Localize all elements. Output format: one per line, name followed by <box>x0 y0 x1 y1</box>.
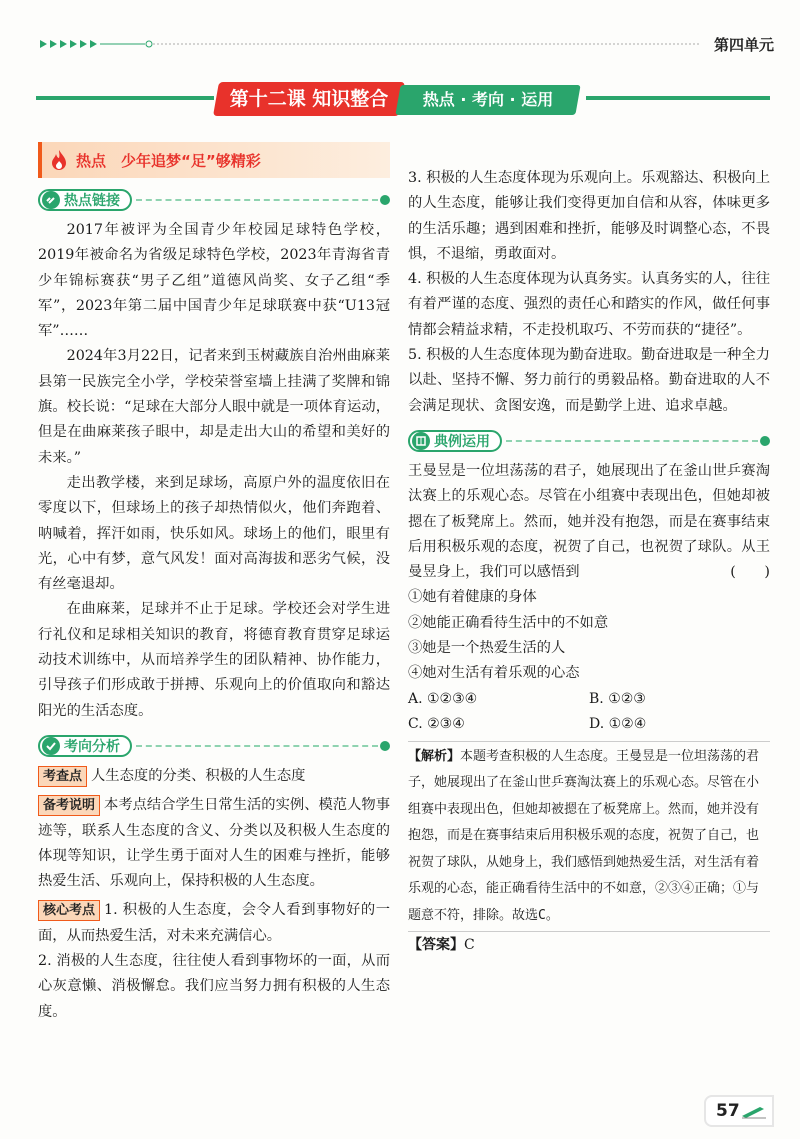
right-column <box>408 142 770 958</box>
section-head-example <box>408 429 770 453</box>
statement-4: ④她对生活有着乐观的心态 <box>408 665 580 682</box>
lesson-subtitle-text: 热点 · 考向 · 运用 <box>422 90 554 109</box>
page-number: 57 <box>716 1101 740 1121</box>
section-dot-icon <box>380 741 390 751</box>
analysis-text: 本题考查积极的人生态度。王曼昱是一位坦荡荡的君子，她展现出了在釜山世乒赛淘汰赛上的乐观心态。尽管在小组赛中表现出色，但她却被摁在了板凳席上。然而，她并没有抱怨，而是在赛事结束后用积极乐观的态度，祝贺了自己，也祝贺了球队，从她身上，我们感悟到她热爱生活，对生活有着乐观的心态，能正确看待生活中的不如意，②③④正确；①与题意不符，排除。故选C。 <box>408 748 760 923</box>
hexin-tag: 核心考点 <box>38 900 100 921</box>
lesson-title-bar <box>36 82 770 118</box>
section-label-analysis: 考向分析 <box>64 738 120 755</box>
option-a: A. ①②③④ <box>408 690 478 707</box>
hotspot-title: 热点 少年追梦“足”够精彩 <box>76 151 261 170</box>
section-label-example: 典例运用 <box>434 433 490 450</box>
lesson-title-text: 第十二课 知识整合 <box>229 88 389 110</box>
example-stem <box>408 459 770 585</box>
statement-1: ①她有着健康的身体 <box>408 589 537 606</box>
section-label-link: 热点链接 <box>64 193 120 209</box>
page-number-box <box>704 1095 774 1127</box>
link-paragraph-4: 在曲麻莱，足球并不止于足球。学校还会对学生进行礼仪和足球相关知识的教育，将德育教育贯穿足球运动技术训练中，从而培养学生的团队精神、协作能力，引导孩子们形成敢于拼搏、乐观向上的价值取向和豁达阳光的生活态度。 <box>38 601 390 719</box>
analysis-label: 【解析】 <box>408 748 461 764</box>
fire-icon <box>50 149 68 171</box>
example-stem-text: 王曼昱是一位坦荡荡的君子，她展现出了在釜山世乒赛淘汰赛上的乐观心态。尽管在小组赛中表现出色，但她却被摁在了板凳席上。然而，她并没有抱怨，而是在赛事结束后用积极乐观的态度，祝贺了自己，也祝贺了球队。从王曼昱身上，我们可以感悟到 <box>408 462 770 581</box>
kaocha-tag: 考查点 <box>38 766 87 787</box>
link-paragraph-3: 走出教学楼，来到足球场，高原户外的温度依旧在零度以下，但球场上的孩子却热情似火，他们奔跑着、呐喊着，挥汗如雨，快乐如风。球场上的他们，眼里有光，心中有梦，意气风发！面对高海拔和恶劣气候，没有丝毫退却。 <box>38 474 390 593</box>
section-dash <box>506 440 758 442</box>
pen-icon <box>740 1103 768 1119</box>
title-line-right <box>586 96 770 100</box>
analysis-block <box>408 741 770 930</box>
hotspot-banner <box>38 142 390 178</box>
title-line-left <box>36 96 214 100</box>
link-paragraph-2: 2024年3月22日，记者来到玉树藏族自治州曲麻莱县第一民族完全小学，学校荣誉室墙上挂满了奖牌和锦旗。校长说：“足球在大部分人眼中就是一项体育运动，但是在曲麻莱孩子眼中，却是走出大山的希望和美好的未来。” <box>38 348 390 466</box>
section-pill-example <box>408 430 502 452</box>
section-dash <box>136 199 378 201</box>
link-icon <box>42 191 60 209</box>
unit-label: 第四单元 <box>713 36 774 54</box>
check-icon <box>42 737 60 755</box>
option-b: B. ①②③ <box>589 690 646 707</box>
answer-value: C <box>464 937 475 954</box>
section-head-analysis <box>38 734 390 758</box>
beikao-line <box>38 793 390 894</box>
statement-3: ③她是一个热爱生活的人 <box>408 640 566 657</box>
options <box>408 687 770 737</box>
beikao-text: 本考点结合学生日常生活的实例、模范人物事迹等，联系人生态度的含义、分类以及积极人生态度的体现等知识，让学生勇于面对人生的困难与挫折，能够热爱生活、乐观向上，保持积极的人生态度。 <box>38 797 390 890</box>
kaocha-text: 人生态度的分类、积极的人生态度 <box>91 767 306 784</box>
hexin-line-1 <box>38 898 390 949</box>
kaocha-line <box>38 764 390 789</box>
option-c: C. ②③④ <box>408 715 465 732</box>
beikao-tag: 备考说明 <box>38 795 100 816</box>
section-pill-analysis <box>38 735 132 757</box>
top-decorative-rule <box>40 38 700 50</box>
section-dot-icon <box>760 436 770 446</box>
option-d: D. ①②④ <box>589 715 647 732</box>
answer-label: 【答案】 <box>408 937 464 954</box>
answer-block <box>408 931 770 958</box>
hexin-2: 2. 消极的人生态度，往往使人看到事物坏的一面，从而心灰意懒、消极懈怠。我们应当努力拥有积极的人生态度。 <box>38 953 390 1020</box>
hexin-3: 3. 积极的人生态度体现为乐观向上。乐观豁达、积极向上的人生态度，能够让我们变得更加自信和从容，体味更多的生活乐趣；遇到困难和挫折，能够及时调整心态，不畏惧，不退缩，勇敢面对。 <box>408 170 770 262</box>
link-paragraph-1: 2017年被评为全国青少年校园足球特色学校，2019年被命名为省级足球特色学校，2023年青海省青少年锦标赛获“男子乙组”道德风尚奖、女子乙组“季军”，2023年第二届中国青少年足球联赛中获“U13冠军”…… <box>38 222 390 340</box>
section-pill-link <box>38 189 132 211</box>
section-dot-icon <box>380 195 390 205</box>
hexin-1: 1. 积极的人生态度，会令人看到事物好的一面，从而热爱生活，对未来充满信心。 <box>38 902 390 944</box>
book-icon <box>412 432 430 450</box>
section-dash <box>136 745 378 747</box>
section-head-link <box>38 188 390 212</box>
lesson-subtitle <box>395 85 580 115</box>
hexin-5: 5. 积极的人生态度体现为勤奋进取。勤奋进取是一种全力以赴、坚持不懈、努力前行的勇毅品格。勤奋进取的人不会满足现状、贪图安逸，而是勤学上进、追求卓越。 <box>408 347 770 414</box>
hexin-4: 4. 积极的人生态度体现为认真务实。认真务实的人，往往有着严谨的态度、强烈的责任心和踏实的作风，做任何事情都会精益求精，不走投机取巧、不劳而获的“捷径”。 <box>408 271 770 338</box>
lesson-title <box>213 82 405 116</box>
left-column <box>38 142 390 1025</box>
statement-2: ②她能正确看待生活中的不如意 <box>408 614 609 631</box>
answer-bracket: ( ) <box>730 564 770 581</box>
